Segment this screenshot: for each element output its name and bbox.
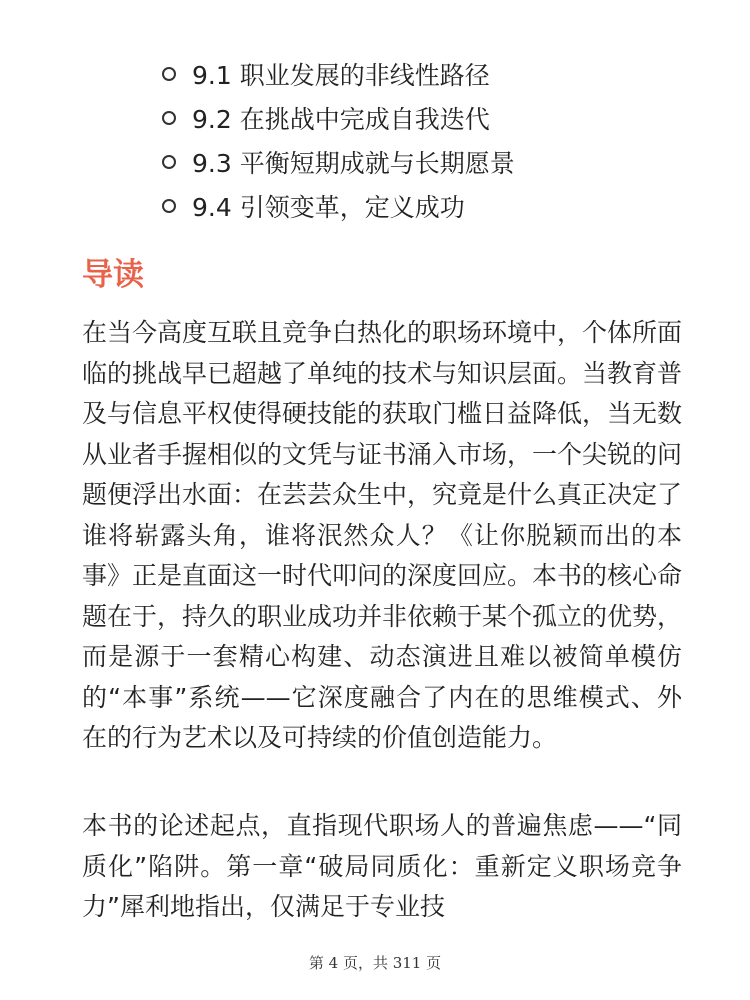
body-paragraph-2: 本书的论述起点，直指现代职场人的普遍焦虑——“同质化”陷阱。第一章“破局同质化：重新定义职场竞争力”犀利地指出，仅满足于专业技 [82, 811, 682, 921]
page-number: 第 4 页，共 311 页 [308, 954, 442, 972]
body-paragraph-1: 在当今高度互联且竞争白热化的职场环境中，个体所面临的挑战早已超越了单纯的技术与知识层面。当教育普及与信息平权使得硬技能的获取门槛日益降低，当无数从业者手握相似的文凭与证书涌入市场，一个尖锐的问题便浮出水面：在芸芸众生中，究竟是什么真正决定了谁将崭露头角，谁将泯然众人？《让你脱颖而出的本事》正是直面这一时代叩问的深度回应。本书的核心命题在于，持久的职业成功并非依赖于某个孤立的优势，而是源于一套精心构建、动态演进且难以被简单模仿的“本事”系统——它深度融合了内在的思维模式、外在的行为艺术以及可持续的价值创造能力。 [82, 318, 683, 752]
circle-bullet-icon [162, 155, 176, 169]
toc-item[interactable] [162, 52, 515, 96]
toc-item-label: 9.2 在挑战中完成自我迭代 [192, 105, 490, 134]
circle-bullet-icon [162, 111, 176, 125]
circle-bullet-icon [162, 67, 176, 81]
toc-item[interactable] [162, 96, 515, 140]
circle-bullet-icon [162, 199, 176, 213]
toc-item-label: 9.4 引领变革，定义成功 [192, 193, 465, 222]
toc-item-label: 9.3 平衡短期成就与长期愿景 [192, 149, 515, 178]
toc-item[interactable] [162, 184, 515, 228]
section-heading: 导读 [82, 257, 144, 293]
toc-item-label: 9.1 职业发展的非线性路径 [192, 61, 490, 90]
toc-item[interactable] [162, 140, 515, 184]
toc-list [162, 52, 515, 228]
